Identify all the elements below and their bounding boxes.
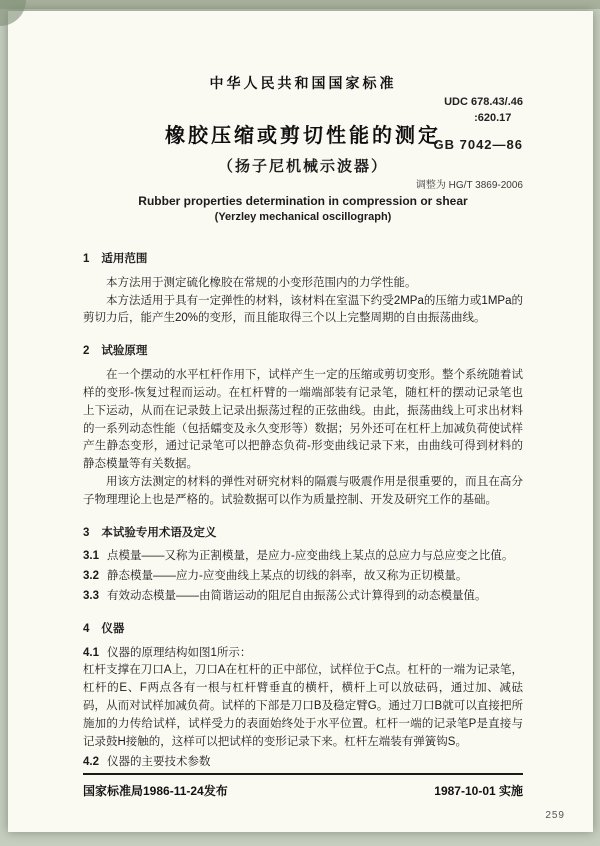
adjustment-note: 调整为 HG/T 3869-2006 [415, 180, 523, 191]
clause-number: 3.2 [83, 570, 99, 583]
page-content [83, 11, 523, 832]
section-number: 4 [83, 622, 90, 635]
clause-item [83, 588, 523, 606]
english-title: Rubber properties determination in compression or shear [138, 194, 468, 208]
section-apparatus [83, 621, 523, 772]
section-number: 3 [83, 526, 90, 539]
clause-number: 4.2 [83, 755, 99, 768]
udc-line2: :620.17 [474, 111, 512, 124]
section-heading [83, 251, 523, 269]
national-standard-label: 中华人民共和国国家标准 [209, 75, 397, 91]
document-body [83, 251, 523, 771]
footer [83, 773, 523, 799]
page-subtitle: （扬子尼机械示波器） [217, 158, 388, 175]
implementation-date: 1987-10-01 实施 [434, 784, 523, 798]
english-subtitle: (Yerzley mechanical oscillograph) [214, 211, 392, 223]
udc-classification [444, 95, 523, 127]
paragraph: 杠杆支撑在刀口A上，刀口A在杠杆的正中部位，试样位于C点。杠杆的一端为记录笔，杠杆的E、F两点各有一根与杠杆臂垂直的横杆，横杆上可以放砝码，通过加、减砝码，从而对试样加减负荷。试样的下部是刀口B及稳定臂G。通过刀口B就可以直接把所施加的力传给试样，试样受力的表面始终处于水平位置。杠杆一端的记录笔P是直接与记录鼓H接触的，这样可以把试样的变形记录下来。杠杆左端装有弹簧钩S。 [83, 664, 523, 748]
section-heading [83, 343, 523, 361]
clause-text: 仪器的原理结构如图1所示： [107, 646, 252, 659]
paragraph: 本方法适用于具有一定弹性的材料，该材料在室温下约受2MPa的压缩力或1MPa的剪切力后，能产生20%的变形，而且能取得三个以上完整周期的自由振荡曲线。 [83, 294, 523, 325]
udc-line1: UDC 678.43/.46 [444, 96, 523, 108]
clause-item [83, 568, 523, 586]
section-title: 本试验专用术语及定义 [101, 526, 217, 539]
section-title: 试验原理 [101, 345, 148, 358]
section-terms [83, 525, 523, 606]
clause-item [83, 548, 523, 566]
page-number: 259 [545, 810, 565, 821]
section-heading [83, 525, 523, 543]
standard-number: GB 7042—86 [433, 137, 523, 152]
section-number: 2 [83, 345, 90, 358]
clause-item [83, 645, 523, 663]
section-scope [83, 251, 523, 328]
paragraph: 用该方法测定的材料的弹性对研究材料的隔震与吸震作用是很重要的，而且在高分子物理理论上也是严格的。试验数据可以作为质量控制、开发及研究工作的基础。 [83, 475, 523, 506]
paragraph: 在一个摆动的水平杠杆作用下，试样产生一定的压缩或剪切变形。整个系统随着试样的变形-恢复过程而运动。在杠杆臂的一端端部装有记录笔，随杠杆的摆动记录笔也上下运动，从而在记录鼓上记录出振荡过程的正弦曲线。由此，振荡曲线上可求出材料的一系列动态性能（包括蠕变及永久变形等）数据；另外还可在杠杆上加减负荷使试样产生静态变形，通过记录笔可以把静态负荷-形变曲线记录下来，由曲线可得到材料的静态模量等有关数据。 [83, 369, 523, 471]
clause-text: 有效动态模量——由简谐运动的阻尼自由振荡公式计算得到的动态模量值。 [107, 590, 487, 602]
section-heading [83, 621, 523, 639]
header [83, 11, 523, 223]
clause-number: 3.1 [83, 550, 99, 563]
paragraph: 本方法用于测定硫化橡胶在常规的小变形范围内的力学性能。 [106, 276, 417, 289]
clause-text: 仪器的主要技术参数 [107, 755, 211, 768]
clause-number: 3.3 [83, 590, 99, 602]
document-page [8, 11, 593, 832]
section-title: 仪器 [101, 622, 125, 635]
section-number: 1 [83, 253, 90, 265]
section-principle [83, 343, 523, 509]
section-title: 适用范围 [101, 253, 148, 265]
page-title: 橡胶压缩或剪切性能的测定 [165, 125, 441, 147]
issue-statement: 国家标准局1986-11-24发布 [83, 784, 228, 798]
clause-item [83, 754, 523, 772]
clause-text: 静态模量——应力-应变曲线上某点的切线的斜率，故又称为正切模量。 [107, 570, 468, 583]
clause-number: 4.1 [83, 646, 99, 659]
clause-text: 点模量——又称为正割模量，是应力-应变曲线上某点的总应力与总应变之比值。 [107, 550, 514, 563]
